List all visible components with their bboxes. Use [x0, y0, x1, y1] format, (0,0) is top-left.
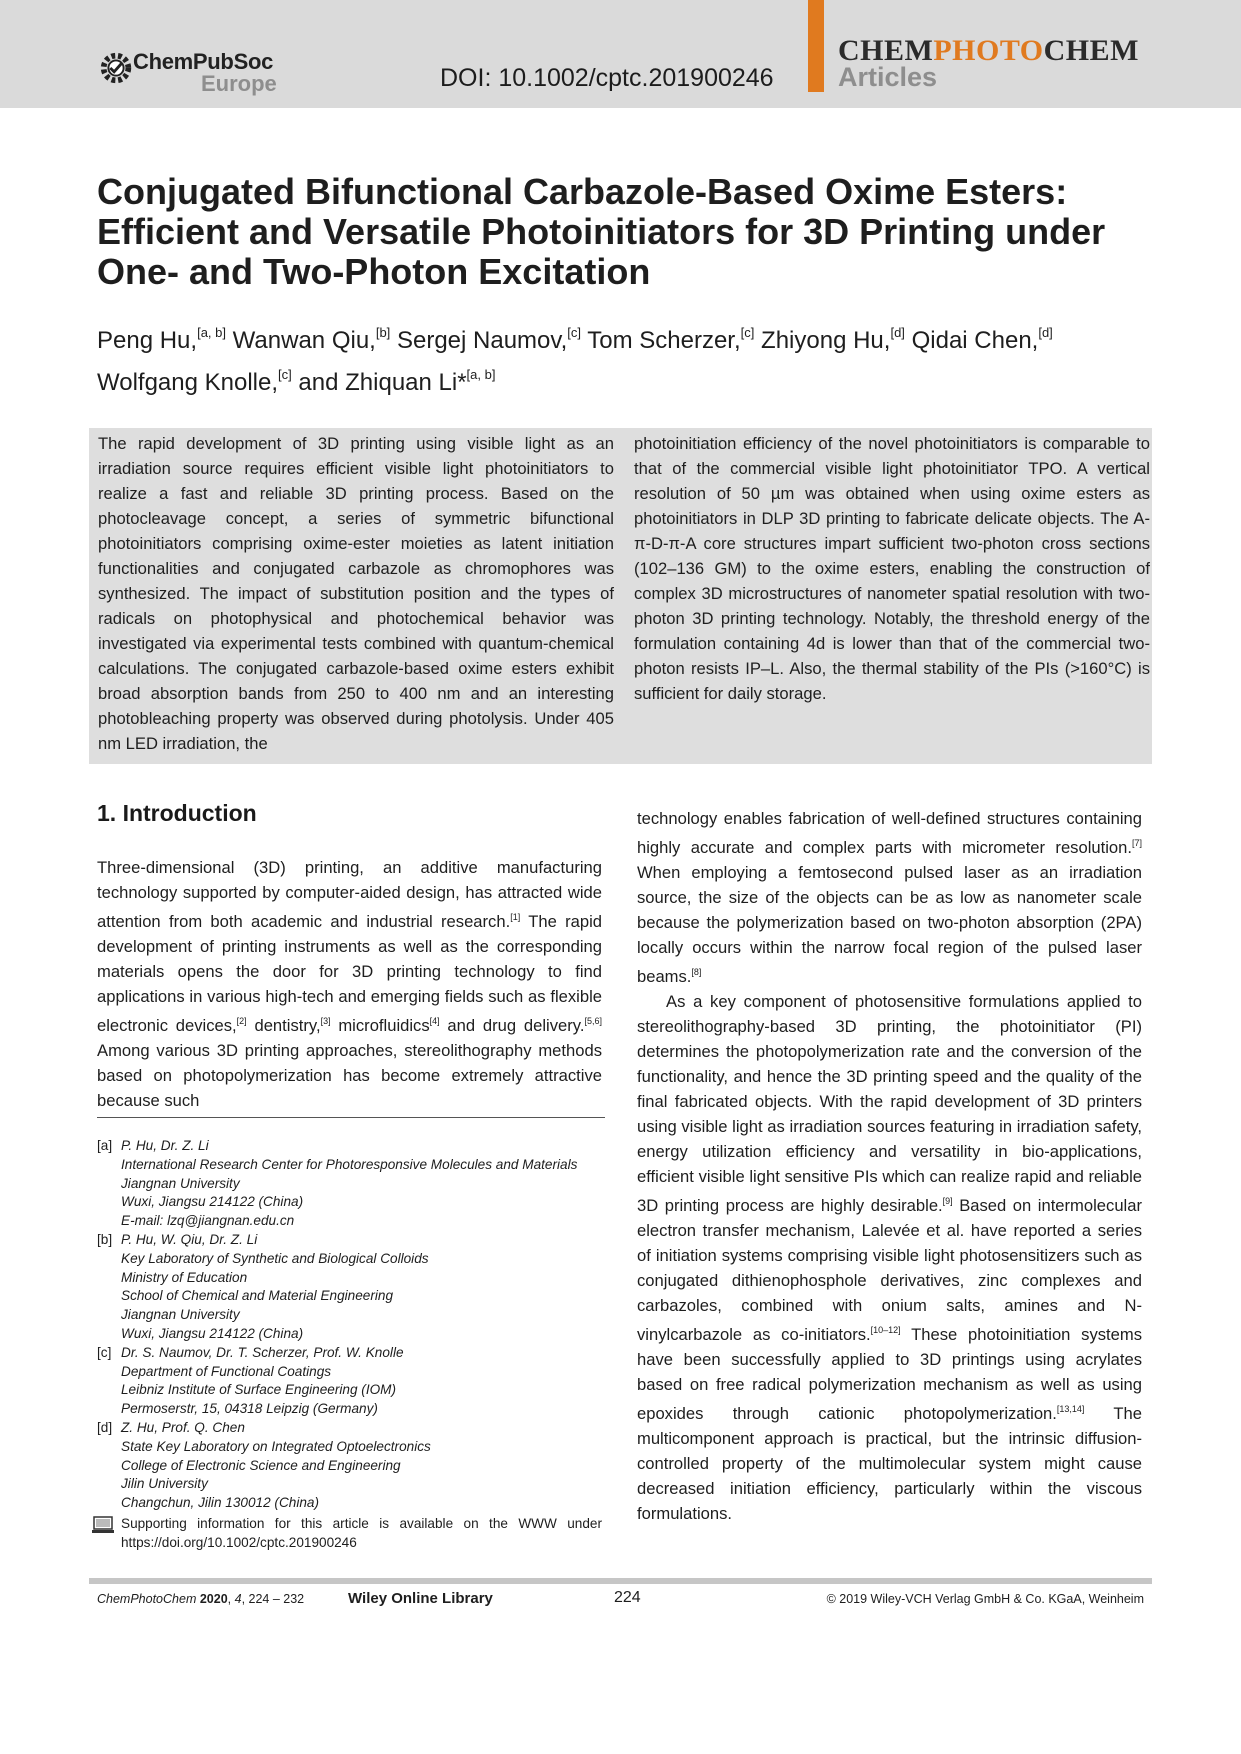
affiliation-line: Wuxi, Jiangsu 214122 (China): [121, 1194, 304, 1210]
body-text: technology enables fabrication of well-defined structures containing highly accurate and complex parts with micrometer resolution.: [637, 809, 1142, 857]
footer-bar: [89, 1578, 1152, 1584]
affiliation-line: State Key Laboratory on Integrated Optoelectronics: [121, 1438, 431, 1454]
title-line: One- and Two-Photon Excitation: [97, 251, 651, 292]
affiliation-line: Leibniz Institute of Surface Engineering (IOM): [121, 1382, 397, 1398]
journal-name-part3: CHEM: [1043, 34, 1139, 67]
citation-ref[interactable]: [3]: [320, 1016, 331, 1026]
citation-ref[interactable]: [13,14]: [1056, 1404, 1085, 1414]
journal-name-part2: PHOTO: [933, 34, 1044, 67]
footer-pages: , 224 – 232: [241, 1592, 305, 1606]
body-text: The multicomponent approach is practical, but the intrinsic diffusion-controlled property of the multimolecular system might cause decreased initiation efficiency, particularly within the viscous formulations.: [637, 1404, 1143, 1523]
publisher-logo[interactable]: [97, 47, 297, 95]
logo-text-europe: Europe: [201, 71, 277, 96]
body-text: Three-dimensional (3D) printing, an additive manufacturing technology supported by computer-aided design, has attracted wide attention from both academic and industrial research.: [97, 858, 602, 931]
author-affiliation-mark: [c]: [740, 325, 755, 340]
wiley-online-library-link[interactable]: Wiley Online Library: [348, 1590, 493, 1607]
accent-bar: [808, 0, 824, 92]
gear-logo-icon: [97, 49, 135, 87]
citation-ref[interactable]: [7]: [1131, 838, 1142, 848]
supporting-info-text[interactable]: Supporting information for this article is available on the WWW under https://doi.org/10.1002/cptc.201900246: [121, 1516, 602, 1550]
author-name: Wanwan Qiu,: [226, 327, 376, 354]
affiliation-line: School of Chemical and Material Engineering: [121, 1288, 394, 1304]
author-name: Zhiyong Hu,: [754, 327, 891, 354]
affiliations: [97, 1137, 617, 1513]
author-list: [97, 316, 1157, 400]
footer-volume: 4: [234, 1592, 242, 1606]
affiliation-line: Wuxi, Jiangsu 214122 (China): [121, 1325, 304, 1341]
body-text: Based on intermolecular electron transfer mechanism, Lalevée et al. have reported a series of initiation systems comprising visible light photosensitizers such as conjugated dithienophosphole derivatives, zinc complexes and carbazoles, combined with onium salts, amines and N-vinylcarbazole as co-initiators.: [637, 1196, 1142, 1344]
email-link[interactable]: E-mail: lzq@jiangnan.edu.cn: [121, 1213, 295, 1229]
affiliation-line: International Research Center for Photoresponsive Molecules and Materials: [121, 1156, 578, 1172]
affiliation-line: Key Laboratory of Synthetic and Biological Colloids: [121, 1250, 429, 1266]
author-affiliation-mark: [a, b]: [197, 325, 226, 340]
affiliation-block: [97, 1344, 617, 1419]
author-name: Wolfgang Knolle,: [97, 369, 279, 396]
intro-column-right: [637, 806, 1142, 1526]
title-line: Conjugated Bifunctional Carbazole-Based Oxime Esters:: [97, 171, 1068, 212]
citation-ref[interactable]: [9]: [942, 1196, 953, 1206]
affiliation-key: [b]: [97, 1231, 113, 1247]
author-affiliation-mark: [c]: [278, 367, 292, 382]
author-name: Qidai Chen,: [904, 327, 1039, 354]
body-text: Among various 3D printing approaches, stereolithography methods based on photopolymerization has become extremely attractive because such: [97, 1041, 602, 1110]
author-affiliation-mark: [b]: [375, 325, 391, 340]
author-name: Tom Scherzer,: [581, 327, 741, 354]
author-affiliation-mark: [a, b]: [466, 367, 496, 382]
body-text: When employing a femtosecond pulsed laser as an irradiation source, the size of the objects can be as low as nanometer scale because the polymerization based on two-photon absorption (2PA) locally occurs within the narrow focal region of the pulsed laser beams.: [637, 863, 1142, 986]
affiliation-line: Jiangnan University: [121, 1307, 240, 1323]
body-paragraph: [97, 855, 602, 1113]
footer-citation: ChemPhotoChem 2020, 4, 224 – 232: [97, 1592, 305, 1606]
citation-ref[interactable]: [2]: [236, 1016, 247, 1026]
affiliation-line: Changchun, Jilin 130012 (China): [121, 1495, 319, 1511]
abstract-text-right: photoinitiation efficiency of the novel photoinitiators is comparable to that of the commercial visible light photoinitiator TPO. A vertical resolution of 50 µm was obtained when using oxime esters as photoinitiators in DLP 3D printing to fabricate delicate objects. The A-π-D-π-A core structures impart sufficient two-photon cross sections (102–136 GM) to the oxime esters, enabling the construction of complex 3D microstructures of nanometer spatial resolution with two-photon 3D printing technology. Notably, the threshold energy of the formulation containing 4d is lower than that of the commercial two-photon resists IP–L. Also, the thermal stability of the PIs (>160°C) is sufficient for daily storage.: [634, 434, 1150, 703]
affiliation-line: P. Hu, Dr. Z. Li: [121, 1138, 209, 1153]
citation-ref[interactable]: [4]: [429, 1016, 440, 1026]
article-title: [97, 172, 1157, 292]
author-name: Peng Hu,: [97, 327, 198, 354]
author-affiliation-mark: [c]: [567, 325, 582, 340]
computer-icon: [92, 1516, 114, 1534]
affiliation-line: Permoserstr, 15, 04318 Leipzig (Germany): [121, 1401, 378, 1417]
affiliation-key: [a]: [97, 1138, 113, 1153]
author-name: and Zhiquan Li*: [291, 369, 467, 396]
doi-link[interactable]: DOI: 10.1002/cptc.201900246: [440, 64, 774, 92]
journal-name-part1: CHEM: [838, 34, 934, 67]
affiliation-line: Department of Functional Coatings: [121, 1363, 332, 1379]
footer-journal: ChemPhotoChem: [97, 1592, 197, 1606]
footer-year: 2020: [199, 1592, 228, 1606]
author-name: Sergej Naumov,: [390, 327, 568, 354]
body-text: dentistry,: [246, 1016, 321, 1035]
citation-ref[interactable]: [5,6]: [584, 1016, 602, 1026]
affiliation-line: Dr. S. Naumov, Dr. T. Scherzer, Prof. W. Knolle: [121, 1344, 404, 1360]
body-text: As a key component of photosensitive formulations applied to stereolithography-based 3D printing, the photoinitiator (PI) determines the photopolymerization rate and the conversion of the functionality, and hence the 3D printing speed and the quality of the final fabricated objects. With the rapid development of 3D printers using visible light as irradiation sources featuring in irradiation safety, energy utilization efficiency and versatility in bio-applications, efficient visible light sensitive PIs which can realize rapid and reliable 3D printing process are highly desirable.: [637, 992, 1142, 1215]
logo-text-chempubsoc: ChemPubSoc: [133, 49, 274, 74]
page-number: 224: [614, 1589, 641, 1606]
footnote-divider: [97, 1117, 605, 1118]
affiliation-block: [97, 1419, 617, 1513]
citation-ref[interactable]: [10–12]: [870, 1325, 901, 1335]
body-text: and drug delivery.: [439, 1016, 585, 1035]
affiliation-line: Ministry of Education: [121, 1269, 248, 1285]
body-text: The rapid development of printing instruments as well as the corresponding materials opens the door for 3D printing technology to find applications in various high-tech and emerging fields such as flexible electronic devices,: [97, 912, 602, 1035]
citation-ref[interactable]: [1]: [510, 912, 521, 922]
body-paragraph: [637, 806, 1142, 989]
affiliation-block: [97, 1137, 617, 1231]
affiliation-key: [d]: [97, 1419, 113, 1435]
author-affiliation-mark: [d]: [890, 325, 905, 340]
title-line: Efficient and Versatile Photoinitiators for 3D Printing under: [97, 211, 1106, 252]
body-text: These photoinitiation systems have been successfully applied to 3D printings using acrylates based on free radical polymerization mechanism as well as using epoxides through cationic photopolymerization.: [637, 1325, 1143, 1423]
affiliation-line: College of Electronic Science and Engineering: [121, 1457, 401, 1473]
affiliation-line: Jiangnan University: [121, 1175, 240, 1191]
affiliation-block: [97, 1231, 617, 1344]
affiliation-line: Jilin University: [121, 1476, 208, 1492]
body-text: microfluidics: [330, 1016, 430, 1035]
supporting-info-note: [92, 1515, 602, 1553]
section-type: Articles: [838, 62, 938, 92]
section-heading: 1. Introduction: [97, 800, 257, 826]
abstract-text-left: The rapid development of 3D printing using visible light as an irradiation source requires efficient visible light photoinitiators to realize a fast and reliable 3D printing process. Based on the photocleavage concept, a series of symmetric bifunctional photoinitiators comprising oxime-ester moieties as latent initiation functionalities and conjugated carbazole as chromophores was synthesized. The impact of substitution position and the types of radicals on photophysical and photochemical behavior was investigated via experimental tests combined with quantum-chemical calculations. The conjugated carbazole-based oxime esters exhibit broad absorption bands from 250 to 400 nm and an interesting photobleaching property was observed during photolysis. Under 405 nm LED irradiation, the: [98, 434, 614, 753]
intro-column-left: [97, 855, 602, 1113]
footer-copyright: © 2019 Wiley-VCH Verlag GmbH & Co. KGaA, Weinheim: [826, 1592, 1144, 1606]
affiliation-key: [c]: [97, 1344, 112, 1360]
affiliation-line: P. Hu, W. Qiu, Dr. Z. Li: [121, 1231, 258, 1247]
body-paragraph: [637, 989, 1142, 1526]
affiliation-line: Z. Hu, Prof. Q. Chen: [121, 1419, 245, 1435]
citation-ref[interactable]: [8]: [691, 967, 702, 977]
author-affiliation-mark: [d]: [1038, 325, 1053, 340]
